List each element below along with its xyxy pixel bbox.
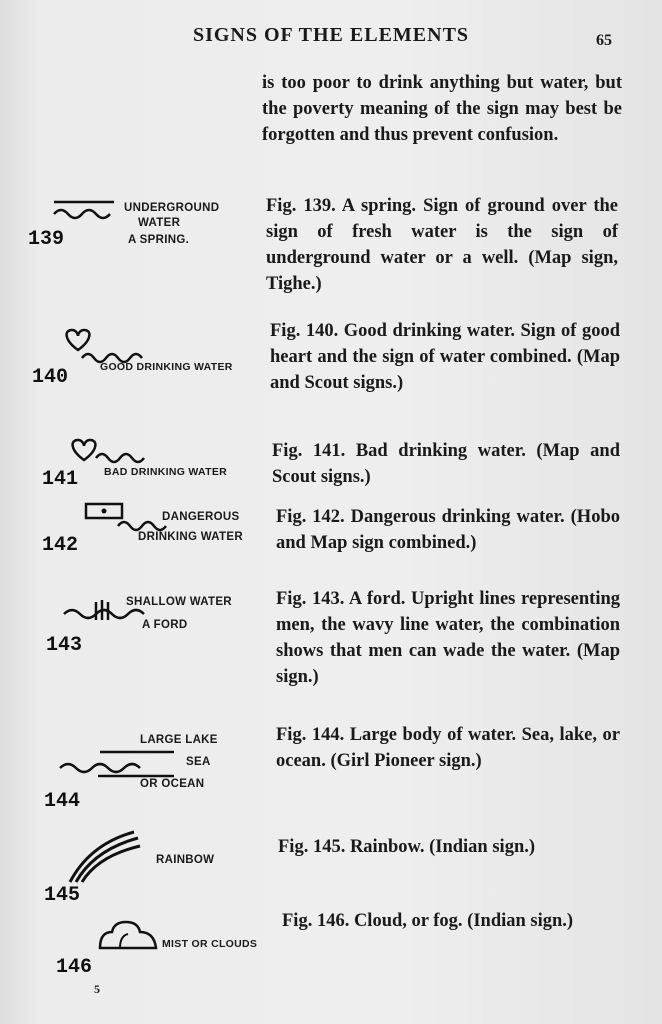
figure-label: DRINKING WATER [138, 531, 243, 543]
figure-number: 143 [46, 634, 83, 657]
figure-caption: Fig. 145. Rainbow. (Indian sign.) [278, 837, 536, 857]
running-header-title: SIGNS OF THE ELEMENTS [192, 24, 470, 46]
figure-number: 145 [44, 884, 81, 907]
figure-number: 139 [28, 228, 65, 251]
page-number: 65 [596, 32, 612, 49]
figure-caption: Fig. 142. Dangerous drinking water. (Hobo and Map sign combined.) [276, 507, 620, 553]
bad-drinking-water-sign-icon [66, 436, 156, 468]
figure-label: GOOD DRINKING WATER [100, 361, 233, 373]
figure-number: 144 [44, 790, 81, 813]
figure-label: WATER [138, 217, 181, 229]
rainbow-sign-icon [64, 828, 144, 884]
figure-label: RAINBOW [156, 854, 215, 866]
figure-caption: Fig. 140. Good drinking water. Sign of good heart and the sign of water combined. (Map and Scout signs.) [270, 321, 620, 393]
figure-number: 140 [32, 366, 69, 389]
figure-caption: Fig. 143. A ford. Upright lines representing men, the wavy line water, the combination shows that men can wade the water. (Map sign.) [276, 589, 620, 687]
figure-label: OR OCEAN [140, 778, 205, 790]
figure-label: SHALLOW WATER [126, 596, 232, 608]
figure-label: DANGEROUS [162, 511, 240, 523]
figure-caption: Fig. 141. Bad drinking water. (Map and Scout signs.) [272, 441, 620, 487]
figure-label: LARGE LAKE [140, 734, 218, 746]
figure-caption: Fig. 146. Cloud, or fog. (Indian sign.) [282, 911, 574, 931]
figure-label: SEA [186, 756, 211, 768]
figure-number: 142 [42, 534, 79, 557]
figure-label: BAD DRINKING WATER [104, 466, 228, 478]
large-body-of-water-sign-icon [58, 748, 178, 780]
figure-label: A SPRING. [128, 234, 190, 246]
figure-number: 141 [42, 468, 79, 491]
cloud-sign-icon [96, 918, 160, 952]
figure-label: MIST OR CLOUDS [162, 938, 258, 950]
dangerous-drinking-water-sign-icon [84, 500, 174, 534]
figure-caption: Fig. 144. Large body of water. Sea, lake, or ocean. (Girl Pioneer sign.) [276, 725, 620, 771]
figure-label: UNDERGROUND [124, 202, 220, 214]
figure-number: 146 [56, 956, 93, 979]
underground-water-sign-icon [52, 198, 122, 222]
intro-paragraph: is too poor to drink anything but water, but the poverty meaning of the sign may best be forgotten and thus prevent confusion. [262, 73, 622, 145]
signature-mark: 5 [94, 982, 100, 996]
figure-label: A FORD [142, 619, 188, 631]
figure-caption: Fig. 139. A spring. Sign of ground over the sign of fresh water is the sign of underground water or a well. (Map sign, Tighe.) [266, 196, 618, 294]
